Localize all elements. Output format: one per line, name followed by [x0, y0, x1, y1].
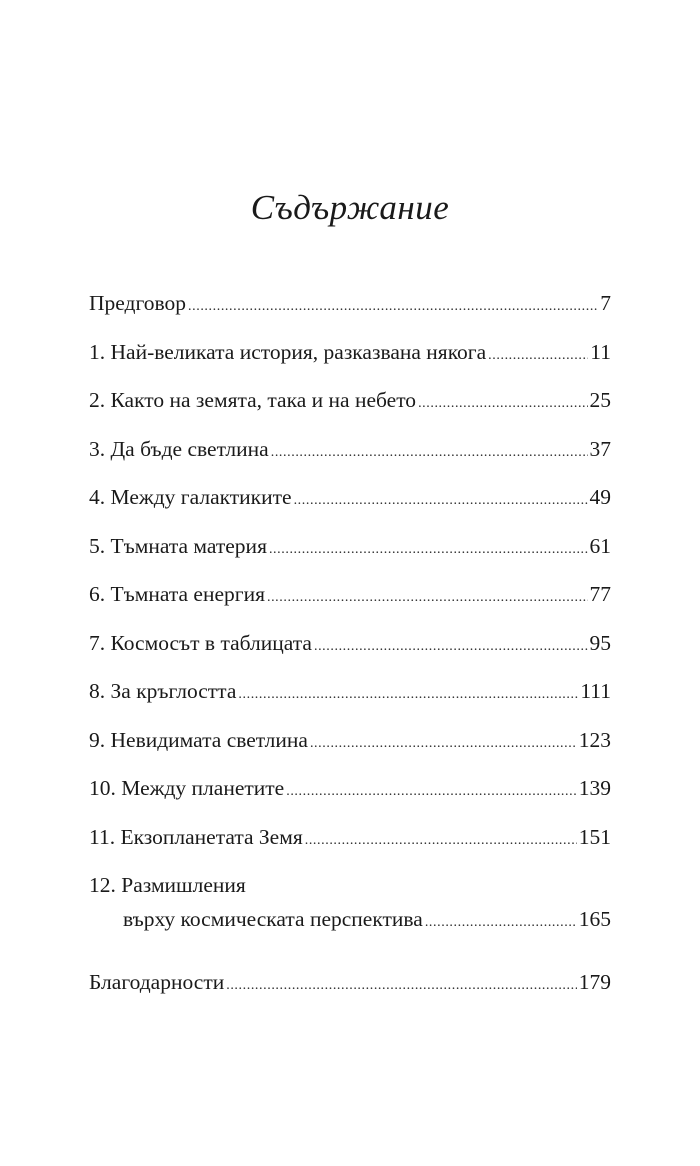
- dot-leader: [226, 969, 577, 1003]
- toc-entry-page: 179: [578, 970, 611, 994]
- toc-entry-chapter-5: [89, 529, 611, 578]
- toc-entry-title: 2. Както на земята, така и на небето: [89, 388, 417, 412]
- toc-entry-chapter-9: [89, 723, 611, 772]
- toc-entry-page: 139: [578, 776, 611, 800]
- dot-leader: [425, 906, 577, 940]
- toc-entry-chapter-7: [89, 626, 611, 675]
- dot-leader: [310, 727, 577, 761]
- toc-entry-page: 77: [589, 582, 611, 606]
- toc-entry-page: 61: [589, 533, 611, 558]
- toc-entry-page: 11: [590, 339, 611, 364]
- toc-entry-chapter-2: [89, 383, 611, 432]
- dot-leader: [286, 775, 577, 809]
- toc-entry-page: 7: [600, 291, 611, 315]
- dot-leader: [488, 339, 588, 373]
- toc-entry-page: 151: [578, 824, 611, 849]
- dot-leader: [314, 630, 588, 664]
- toc-entry-chapter-4: [89, 480, 611, 529]
- toc-entry-title: 8. За кръглостта: [89, 679, 237, 703]
- toc-entry-title: 7. Космосът в таблицата: [89, 630, 312, 655]
- toc-entry-page: 37: [589, 436, 611, 461]
- toc-entry-chapter-6: [89, 577, 611, 626]
- toc-entry-title: 3. Да бъде светлина: [89, 436, 269, 461]
- dot-leader: [188, 290, 598, 324]
- toc-entry-page: 25: [589, 388, 611, 412]
- page-title: Съдържание: [250, 188, 450, 227]
- toc-entry-title: 9. Невидимата светлина: [89, 727, 308, 752]
- toc-entry-title: 1. Най-великата история, разказвана някога: [89, 339, 487, 364]
- toc-entry-page: 49: [589, 485, 611, 509]
- dot-leader: [418, 387, 587, 421]
- toc-entry-page: 165: [578, 907, 611, 931]
- toc-entry-chapter-3: [89, 432, 611, 481]
- dot-leader: [267, 581, 588, 615]
- toc-entry-page: 111: [580, 679, 611, 703]
- toc-entry-title: 10. Между планетите: [89, 776, 285, 800]
- toc-entry-title: 11. Екзопланетата Земя: [89, 824, 303, 849]
- toc-entry-title: 12. Размишления: [89, 873, 246, 897]
- table-of-contents: [89, 286, 611, 1014]
- toc-entry-chapter-10: [89, 771, 611, 820]
- toc-entry-chapter-1: [89, 335, 611, 384]
- toc-entry-page: 123: [578, 727, 611, 752]
- dot-leader: [269, 533, 588, 567]
- toc-entry-title: 6. Тъмната енергия: [89, 582, 265, 606]
- toc-entry-acknowledgements: [89, 965, 611, 1014]
- toc-entry-chapter-11: [89, 820, 611, 869]
- toc-entry-page: 95: [589, 630, 611, 655]
- dot-leader: [305, 824, 577, 858]
- dot-leader: [271, 436, 588, 470]
- toc-entry-title: Благодарности: [89, 970, 225, 994]
- dot-leader: [238, 678, 578, 712]
- toc-entry-title-continuation: върху космическата перспектива: [123, 907, 423, 931]
- toc-entry-preface: [89, 286, 611, 335]
- toc-entry-title: 5. Тъмната материя: [89, 533, 267, 558]
- toc-entry-chapter-12: [89, 868, 611, 965]
- toc-entry-chapter-8: [89, 674, 611, 723]
- toc-entry-title: 4. Между галактиките: [89, 485, 292, 509]
- dot-leader: [294, 484, 588, 518]
- toc-entry-title: Предговор: [89, 291, 187, 315]
